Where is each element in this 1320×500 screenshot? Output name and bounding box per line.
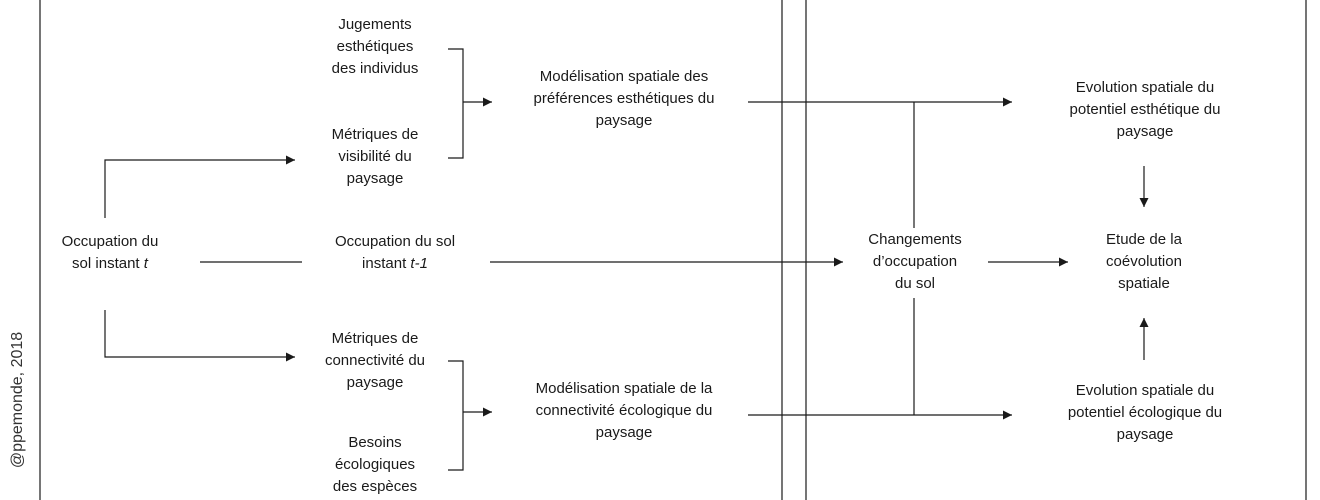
node-evolution-ecologique: Evolution spatiale du potentiel écologique du paysage	[1067, 382, 1223, 443]
arrow-occupation-to-connectivite	[105, 310, 295, 357]
arrow-occupation-to-visibilite	[105, 160, 295, 218]
bracket-top	[448, 49, 463, 158]
node-modelisation-esthetique: Modélisation spatiale des préférences esthétiques du paysage	[533, 68, 715, 129]
node-occupation-instant-t: Occupation du sol instant t	[61, 233, 159, 272]
node-metriques-connectivite: Métriques de connectivité du paysage	[324, 330, 426, 391]
node-occupation-instant-t-1: Occupation du sol instant t-1	[334, 233, 456, 272]
node-modelisation-connectivite: Modélisation spatiale de la connectivité écologique du paysage	[535, 380, 713, 441]
node-evolution-esthetique: Evolution spatiale du potentiel esthétique du paysage	[1069, 79, 1221, 140]
node-etude-coevolution: Etude de la coévolution spatiale	[1106, 231, 1182, 292]
node-besoins-ecologiques: Besoins écologiques des espèces	[332, 434, 418, 495]
node-changements-occupation: Changements d’occupation du sol	[868, 231, 962, 292]
bracket-bottom	[448, 361, 463, 470]
node-jugements-esthetiques: Jugements esthétiques des individus	[331, 16, 419, 77]
node-metriques-visibilite: Métriques de visibilité du paysage	[331, 126, 419, 187]
copyright-notice: @ppemonde, 2018	[9, 331, 26, 469]
